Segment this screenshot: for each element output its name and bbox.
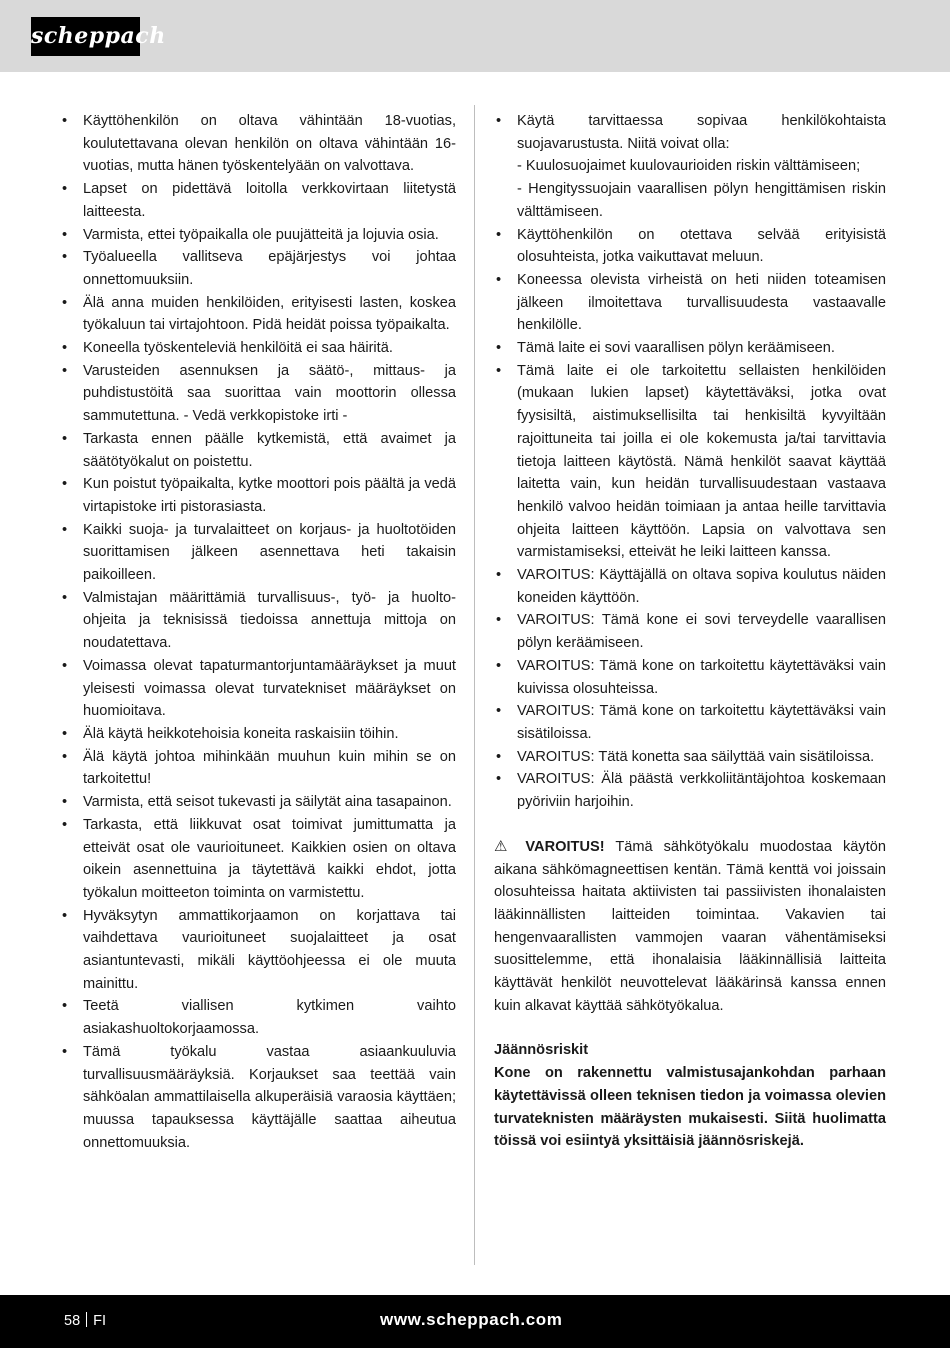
list-item: • Tarkasta, että liikkuvat osat toimivat jumittumatta ja etteivät osat ole vaurioituneet. Kaikkien osien on oltava oikein asennettuina ja täytettävä kaikki ehdot, jotta työkalun moitteeton toiminta on varmistettu. (60, 814, 456, 905)
list-item: • Tämä laite ei sovi vaarallisen pölyn keräämiseen. (494, 337, 886, 360)
list-item: • VAROITUS: Älä päästä verkkoliitäntäjohtoa koskemaan pyöriviin harjoihin. (494, 768, 886, 813)
list-item: • Voimassa olevat tapaturmantorjuntamääräykset ja muut yleisesti voimassa olevat turvatekniset määräykset on huomioitava. (60, 655, 456, 723)
page-number: 58 (64, 1313, 81, 1329)
bullet-icon: • (496, 271, 502, 288)
bullet-icon: • (496, 362, 502, 379)
safety-instructions-list (60, 110, 456, 1154)
list-item: • Varusteiden asennuksen ja säätö-, mittaus- ja puhdistustöitä saa suorittaa vain moottorin ollessa sammutettuna. - Vedä verkkopistoke irti - (60, 360, 456, 428)
bullet-icon: • (62, 362, 68, 379)
bullet-icon: • (62, 476, 68, 493)
bullet-icon: • (62, 907, 68, 924)
warning-triangle-icon: ⚠ (494, 837, 515, 855)
list-item: • Älä käytä heikkotehoisia koneita raskaisiin töihin. (60, 723, 456, 746)
bullet-icon: • (62, 657, 68, 674)
language-code: FI (93, 1313, 107, 1329)
bullet-icon: • (496, 612, 502, 629)
list-item: • VAROITUS: Tämä kone on tarkoitettu käytettäväksi vain sisätiloissa. (494, 700, 886, 745)
list-item: • Lapset on pidettävä loitolla verkkovirtaan liitetystä laitteesta. (60, 178, 456, 223)
list-item: • Tämä työkalu vastaa asiaankuuluvia turvallisuusmääräyksiä. Korjaukset saa teettää vain sähköalan ammattilaisella alkuperäisiä varaosia käyttäen; muussa tapauksessa käyttäjälle saattaa aiheutua onnettomuuksia. (60, 1041, 456, 1155)
bullet-icon: • (62, 181, 68, 198)
bullet-icon: • (496, 771, 502, 788)
page-footer (0, 1295, 950, 1348)
column-divider (474, 105, 475, 1265)
list-item: • Varmista, ettei työpaikalla ole puujätteitä ja lojuvia osia. (60, 224, 456, 247)
list-item: • Kaikki suoja- ja turvalaitteet on korjaus- ja huoltotöiden suorittamisen jälkeen asennettava heti takaisin paikoilleen. (60, 519, 456, 587)
list-item: • Valmistajan määrittämiä turvallisuus-, työ- ja huolto-ohjeita ja teknisissä tiedoissa annettuja mittoja on noudatettava. (60, 587, 456, 655)
right-column (494, 110, 886, 1153)
list-item: • VAROITUS: Käyttäjällä on oltava sopiva koulutus näiden koneiden käyttöön. (494, 564, 886, 609)
list-item: • Varmista, että seisot tukevasti ja säilytät aina tasapainon. (60, 791, 456, 814)
bullet-icon: • (62, 294, 68, 311)
list-item: • Teetä viallisen kytkimen vaihto asiakashuoltokorjaamossa. (60, 995, 456, 1040)
bullet-icon: • (62, 521, 68, 538)
list-item-protective-equipment: • Käytä tarvittaessa sopivaa henkilökohtaista suojavarustusta. Niitä voivat olla: - Kuulosuojaimet kuulovaurioiden riskin välttämiseen; - Hengityssuojain vaarallisen pölyn hengittämisen riskin välttämiseen. (494, 110, 886, 224)
list-item: • Käyttöhenkilön on otettava selvää erityisistä olosuhteista, jotka vaikuttavat meluun. (494, 224, 886, 269)
bullet-icon: • (496, 567, 502, 584)
bullet-icon: • (62, 249, 68, 266)
list-item: • Älä käytä johtoa mihinkään muuhun kuin mihin se on tarkoitettu! (60, 746, 456, 791)
bullet-icon: • (496, 113, 502, 129)
bullet-icon: • (62, 589, 68, 606)
list-item: • Työalueella vallitseva epäjärjestys voi johtaa onnettomuuksiin. (60, 246, 456, 291)
page-separator (86, 1312, 87, 1327)
residual-risks-heading: Jäännösriskit (494, 1042, 589, 1059)
list-item: • Käyttöhenkilön on oltava vähintään 18-vuotias, koulutettavana olevan henkilön on oltava vähintään 16-vuotias, mutta hänen työskentelyään on valvottava. (60, 110, 456, 178)
bullet-icon: • (62, 794, 68, 811)
warning-text: Tämä sähkötyökalu muodostaa käytön aikana sähkömagneettisen kentän. Tämä kenttä voi joissain olosuhteissa haitata aktiivisten tai passiivisten ihonalaisten lääkinnällisten laitteiden toimintaa. Vakavien tai hengenvaarallisten vammojen vaaran vähentämiseksi suosittelemme, että ihonalaisia lääkinnällisiä laitteita käyttävät henkilöt neuvottelevat lääkärinsä kanssa ennen kuin alkavat käyttää sähkötyökalua. (494, 838, 886, 1014)
bullet-icon: • (62, 430, 68, 447)
warning-label: VAROITUS! (525, 838, 605, 855)
bullet-icon: • (496, 703, 502, 720)
bullet-icon: • (62, 725, 68, 742)
list-item: • VAROITUS: Tämä kone on tarkoitettu käytettäväksi vain kuivissa olosuhteissa. (494, 655, 886, 700)
website-url[interactable]: www.scheppach.com (380, 1310, 563, 1329)
list-item: • Hyväksytyn ammattikorjaamon on korjattava tai vaihdettava vaurioituneet suojalaitteet ja osat asiantuntevasti, mikäli käyttöohjeessa ei ole muuta mainittu. (60, 905, 456, 996)
safety-instructions-list-continued (494, 110, 886, 814)
list-item: • Älä anna muiden henkilöiden, erityisesti lasten, koskea työkaluun tai virtajohtoon. Pidä heidät poissa työpaikalta. (60, 292, 456, 337)
bullet-icon: • (62, 340, 68, 357)
list-item: • Koneella työskenteleviä henkilöitä ei saa häiritä. (60, 337, 456, 360)
bullet-icon: • (496, 657, 502, 674)
bullet-icon: • (62, 748, 68, 765)
left-column (60, 110, 456, 1154)
bullet-icon: • (496, 748, 502, 765)
list-item: • VAROITUS: Tätä konetta saa säilyttää vain sisätiloissa. (494, 746, 886, 769)
residual-risks-text: Kone on rakennettu valmistusajankohdan parhaan käytettävissä olleen teknisen tiedon ja voimassa olevien turvateknisten määräysten mukaisesti. Siitä huolimatta töissä voi esiintyä yksittäisiä jäännösriskejä. (494, 1065, 886, 1150)
brand-logo: scheppach (31, 17, 140, 56)
bullet-icon: • (62, 816, 68, 833)
list-item: • VAROITUS: Tämä kone ei sovi terveydelle vaarallisen pölyn keräämiseen. (494, 609, 886, 654)
bullet-icon: • (496, 226, 502, 243)
list-item: • Tämä laite ei ole tarkoitettu sellaisten henkilöiden (mukaan lukien lapset) käytettäväksi, jotka ovat fyysisiltä, aistimuksellisilta tai henkisiltä kyvyiltään rajoittuneita tai joilla ei ole kokemusta ja/tai tarvittavia tietoja laitteen käytöstä. Nämä henkilöt saavat käyttää laitetta vain, kun heidän turvallisuudestaan vastaava henkilö valvoo heidän toimiaan ja antaa heille tarvittavia ohjeita laitteen käyttöön. Lapsia on valvottava sen varmistamiseksi, etteivät he leiki laitteen kanssa. (494, 360, 886, 564)
bullet-icon: • (62, 113, 68, 129)
list-item: • Kun poistut työpaikalta, kytke moottori pois päältä ja vedä virtapistoke irti pistorasiasta. (60, 473, 456, 518)
list-item: • Koneessa olevista virheistä on heti niiden toteamisen jälkeen ilmoitettava turvallisuudesta vastaavalle henkilölle. (494, 269, 886, 337)
bullet-icon: • (62, 1043, 68, 1060)
list-item: • Tarkasta ennen päälle kytkemistä, että avaimet ja säätötyökalut on poistettu. (60, 428, 456, 473)
residual-risks-section (494, 1039, 886, 1153)
page-number-block (64, 1311, 106, 1331)
bullet-icon: • (62, 998, 68, 1015)
bullet-icon: • (62, 226, 68, 243)
page-header (0, 0, 950, 72)
bullet-icon: • (496, 340, 502, 357)
emf-warning-paragraph (494, 836, 886, 1018)
